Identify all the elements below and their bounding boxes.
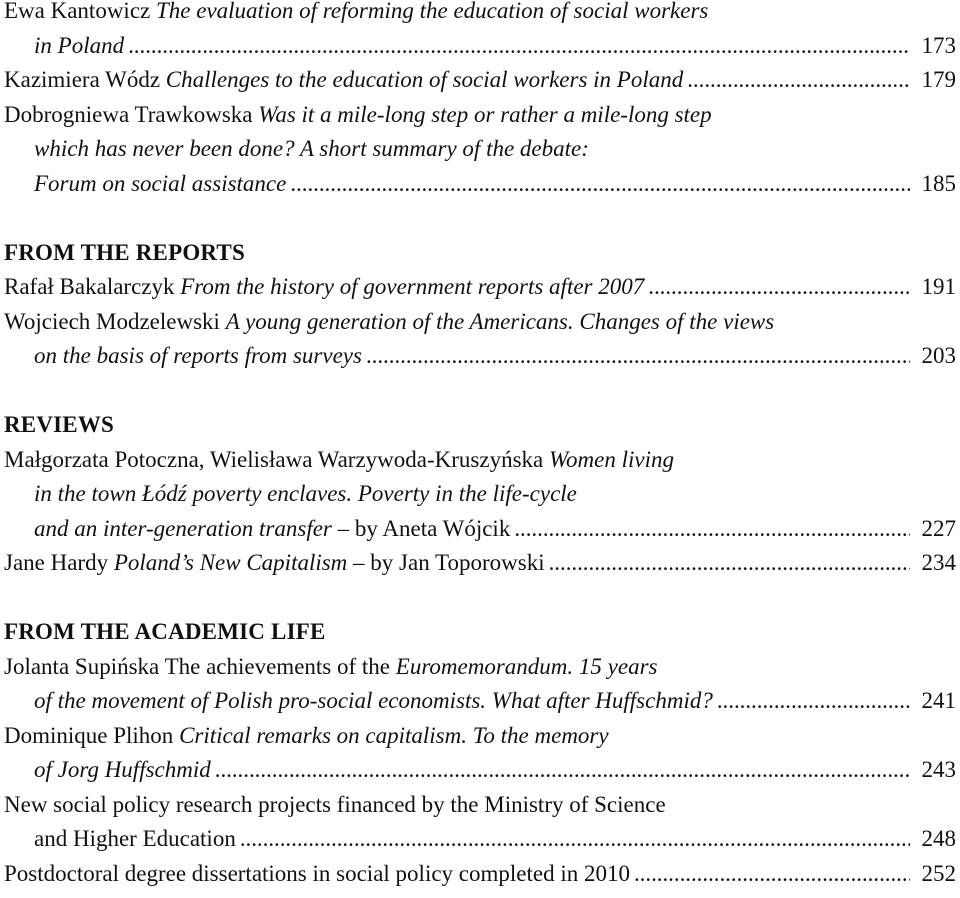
page-number: 234 [921, 550, 956, 575]
toc-entry-line [4, 98, 956, 133]
toc-entry-line [4, 719, 956, 754]
toc-entry-line [4, 0, 956, 29]
page-number: 243 [921, 757, 956, 782]
toc-entry[interactable] [4, 0, 956, 63]
toc-entry[interactable] [4, 270, 956, 305]
entry-title: The evaluation of reforming the education of social workers [156, 0, 709, 23]
toc-entry-text [34, 132, 589, 167]
entry-author: Kazimiera Wódz [4, 67, 166, 92]
entry-author: Jane Hardy [4, 550, 114, 575]
toc-entry-line [4, 270, 956, 305]
page-number: 179 [921, 67, 956, 92]
dot-leader [687, 63, 910, 98]
entry-title: A young generation of the Americans. Changes of the views [225, 308, 775, 334]
section-heading: FROM THE ACADEMIC LIFE [4, 619, 326, 644]
toc-entry[interactable] [4, 788, 956, 857]
toc-entry-line [4, 822, 956, 857]
toc-entry-text [34, 167, 286, 202]
page-number: 252 [921, 860, 956, 886]
page-number: 227 [921, 515, 956, 541]
dot-leader [717, 684, 910, 719]
table-of-contents [4, 0, 956, 891]
entry-author: Jolanta Supińska The achievements of the [4, 653, 396, 679]
toc-entry-text [4, 443, 674, 478]
entry-title: of the movement of Polish pro-social economists. What after Huffschmid? [34, 688, 713, 713]
entry-author: and Higher Education [34, 826, 236, 851]
page-number: 185 [921, 170, 956, 196]
page-number: 203 [921, 343, 956, 368]
toc-entry-line [4, 305, 956, 340]
toc-entry-line [4, 339, 956, 374]
toc-entry[interactable] [4, 98, 956, 202]
entry-title: Forum on social assistance [34, 170, 287, 196]
toc-entry-text [4, 719, 609, 754]
entry-title: on the basis of reports from surveys [34, 343, 362, 368]
toc-entry-text [4, 98, 712, 133]
toc-entry[interactable] [4, 857, 956, 892]
entry-author: New social policy research projects financed by the Ministry of Science [4, 791, 666, 817]
dot-leader [514, 512, 910, 547]
toc-entry[interactable] [4, 650, 956, 719]
toc-entry[interactable] [4, 719, 956, 788]
toc-entry[interactable] [4, 63, 956, 98]
page-number: 173 [921, 32, 956, 58]
toc-entry-text [4, 857, 630, 892]
dot-leader [549, 546, 910, 581]
dot-leader [240, 822, 910, 857]
toc-entry-line [4, 512, 956, 547]
toc-entry-text [4, 650, 657, 685]
toc-entry-line [4, 443, 956, 478]
entry-author: Wojciech Modzelewski [4, 308, 226, 334]
toc-entry[interactable] [4, 546, 956, 581]
toc-entry-text [4, 270, 644, 305]
dot-leader [215, 753, 910, 788]
entry-title: in Poland [34, 32, 125, 58]
page-number: 241 [921, 688, 956, 713]
toc-entry-line [4, 650, 956, 685]
entry-title: Was it a mile-long step or rather a mile-long step [258, 101, 712, 127]
toc-entry-line [4, 857, 956, 892]
toc-entry-text [4, 788, 666, 823]
entry-title: and an inter-generation transfer [34, 515, 332, 541]
page-number: 191 [921, 274, 956, 299]
entry-author: Małgorzata Potoczna, Wielisława Warzywoda-Kruszyńska [4, 446, 549, 472]
dot-leader [648, 270, 910, 305]
entry-author: – by Jan Toporowski [347, 550, 545, 575]
dot-leader [366, 339, 910, 374]
entry-title: Critical remarks on capitalism. To the memory [179, 722, 609, 748]
toc-entry-line [4, 167, 956, 202]
toc-entry-line [4, 477, 956, 512]
toc-entry-line [4, 132, 956, 167]
entry-author: Ewa Kantowicz [4, 0, 156, 23]
toc-entry-text [4, 305, 774, 340]
toc-entry-line [4, 753, 956, 788]
toc-entry-line [4, 63, 956, 98]
toc-entry[interactable] [4, 443, 956, 547]
entry-title: Women living [549, 446, 674, 472]
entry-title: which has never been done? A short summary of the debate: [34, 136, 589, 161]
entry-author: – by Aneta Wójcik [331, 515, 511, 541]
toc-entry-line [4, 788, 956, 823]
toc-entry-line [4, 29, 956, 64]
entry-title: Challenges to the education of social workers in Poland [165, 67, 684, 92]
toc-entry-text [34, 753, 211, 788]
toc-entry-line [4, 684, 956, 719]
toc-entry-text [34, 339, 362, 374]
toc-entry[interactable] [4, 305, 956, 374]
section-heading: REVIEWS [4, 412, 115, 437]
toc-entry-text [34, 29, 124, 64]
toc-entry-text [4, 0, 708, 29]
entry-title: Poland’s New Capitalism [113, 550, 348, 575]
entry-author: Rafał Bakalarczyk [4, 274, 181, 299]
toc-entry-text [34, 684, 713, 719]
entry-author: Dominique Plihon [4, 722, 180, 748]
toc-entry-line [4, 546, 956, 581]
toc-entry-text [4, 63, 683, 98]
entry-title: From the history of government reports after 2007 [180, 274, 645, 299]
entry-title: in the town Łódź poverty enclaves. Poverty in the life-cycle [34, 481, 577, 506]
toc-entry-text [34, 822, 236, 857]
toc-entry-text [34, 512, 510, 547]
entry-title: Euromemorandum. 15 years [395, 653, 658, 679]
dot-leader [128, 29, 910, 64]
section-heading: FROM THE REPORTS [4, 239, 245, 265]
page-number: 248 [921, 826, 956, 851]
dot-leader [634, 857, 910, 892]
dot-leader [290, 167, 910, 202]
entry-author: Dobrogniewa Trawkowska [4, 101, 259, 127]
entry-title: of Jorg Huffschmid [34, 757, 211, 782]
toc-entry-text [34, 477, 577, 512]
toc-entry-text [4, 546, 545, 581]
entry-author: Postdoctoral degree dissertations in social policy completed in 2010 [4, 860, 630, 886]
